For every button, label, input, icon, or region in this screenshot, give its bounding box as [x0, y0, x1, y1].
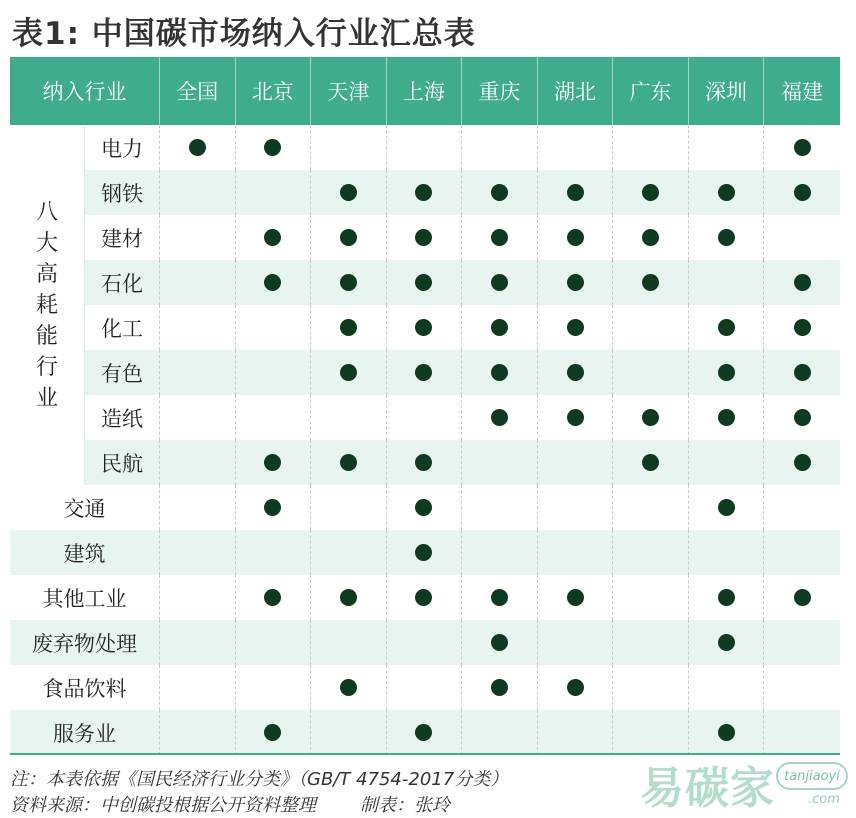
table-cell — [689, 710, 765, 755]
included-dot — [718, 499, 735, 516]
included-dot — [718, 724, 735, 741]
table-cell — [538, 440, 614, 485]
included-dot — [642, 409, 659, 426]
table-cell — [387, 665, 463, 710]
table-cell — [764, 215, 840, 260]
table-cell — [160, 710, 236, 755]
included-dot — [415, 499, 432, 516]
table-cell — [311, 125, 387, 170]
table-cell — [160, 620, 236, 665]
source-text: 资料来源：中创碳投根据公开资料整理 — [10, 795, 316, 816]
included-dot — [718, 409, 735, 426]
included-dot — [264, 724, 281, 741]
table-cell — [387, 125, 463, 170]
included-dot — [794, 319, 811, 336]
included-dot — [340, 679, 357, 696]
included-dot — [567, 319, 584, 336]
row-label: 食品饮料 — [10, 665, 160, 710]
table-cell — [160, 395, 236, 440]
table-cell — [764, 125, 840, 170]
table-cell — [764, 260, 840, 305]
row-label: 钢铁 — [85, 170, 160, 215]
table-cell — [613, 620, 689, 665]
included-dot — [189, 139, 206, 156]
table-cell — [236, 125, 312, 170]
table-cell — [160, 215, 236, 260]
table-cell — [387, 350, 463, 395]
table-cell — [160, 665, 236, 710]
table-cell — [160, 170, 236, 215]
table-cell — [689, 620, 765, 665]
included-dot — [415, 274, 432, 291]
included-dot — [794, 274, 811, 291]
table-cell — [160, 530, 236, 575]
group-label-char: 大 — [35, 230, 58, 256]
table-cell — [613, 260, 689, 305]
table-cell — [538, 485, 614, 530]
header-cell-region: 福建 — [764, 57, 840, 125]
header-cell-region: 重庆 — [462, 57, 538, 125]
table-cell — [160, 485, 236, 530]
included-dot — [340, 589, 357, 606]
table-cell — [689, 125, 765, 170]
included-dot — [415, 589, 432, 606]
source-line — [10, 791, 450, 817]
included-dot — [794, 589, 811, 606]
included-dot — [415, 724, 432, 741]
table-cell — [462, 620, 538, 665]
row-label: 服务业 — [10, 710, 160, 755]
included-dot — [491, 409, 508, 426]
included-dot — [340, 184, 357, 201]
table-cell — [311, 395, 387, 440]
table-cell — [236, 710, 312, 755]
table-cell — [764, 395, 840, 440]
table-cell — [160, 260, 236, 305]
table-cell — [613, 440, 689, 485]
table-cell — [538, 575, 614, 620]
header-cell-region: 北京 — [236, 57, 312, 125]
header-cell-region: 全国 — [160, 57, 236, 125]
industry-table — [10, 57, 840, 753]
table-cell — [387, 215, 463, 260]
included-dot — [794, 409, 811, 426]
table-cell — [387, 395, 463, 440]
group-label-char: 能 — [35, 323, 58, 349]
group-label-char: 行 — [35, 354, 58, 380]
table-cell — [538, 665, 614, 710]
included-dot — [415, 184, 432, 201]
row-label: 造纸 — [85, 395, 160, 440]
included-dot — [264, 454, 281, 471]
included-dot — [415, 364, 432, 381]
included-dot — [340, 364, 357, 381]
included-dot — [794, 184, 811, 201]
table-cell — [689, 485, 765, 530]
table-cell — [613, 215, 689, 260]
group-label-char: 耗 — [35, 292, 58, 318]
table-cell — [311, 710, 387, 755]
included-dot — [264, 274, 281, 291]
table-cell — [764, 440, 840, 485]
table-cell — [311, 575, 387, 620]
included-dot — [340, 274, 357, 291]
included-dot — [642, 454, 659, 471]
table-cell — [462, 215, 538, 260]
included-dot — [491, 229, 508, 246]
row-label: 其他工业 — [10, 575, 160, 620]
included-dot — [567, 679, 584, 696]
table-cell — [462, 440, 538, 485]
included-dot — [491, 184, 508, 201]
table-cell — [764, 620, 840, 665]
table-cell — [538, 125, 614, 170]
included-dot — [415, 454, 432, 471]
table-cell — [613, 530, 689, 575]
included-dot — [567, 274, 584, 291]
group-label — [10, 125, 85, 485]
table-cell — [689, 350, 765, 395]
table-cell — [311, 530, 387, 575]
table-cell — [387, 260, 463, 305]
table-title: 表1: 中国碳市场纳入行业汇总表 — [12, 16, 476, 52]
table-cell — [538, 395, 614, 440]
table-cell — [462, 665, 538, 710]
table-cell — [311, 440, 387, 485]
row-label: 电力 — [85, 125, 160, 170]
table-cell — [689, 170, 765, 215]
table-cell — [538, 620, 614, 665]
included-dot — [415, 544, 432, 561]
included-dot — [264, 229, 281, 246]
table-cell — [613, 665, 689, 710]
table-cell — [160, 125, 236, 170]
row-label: 建筑 — [10, 530, 160, 575]
header-cell-region: 深圳 — [689, 57, 765, 125]
included-dot — [718, 634, 735, 651]
table-cell — [236, 260, 312, 305]
watermark-domain: .com — [808, 792, 840, 807]
table-cell — [538, 305, 614, 350]
table-cell — [613, 710, 689, 755]
included-dot — [491, 679, 508, 696]
row-label: 石化 — [85, 260, 160, 305]
table-cell — [387, 485, 463, 530]
table-cell — [387, 710, 463, 755]
table-cell — [236, 620, 312, 665]
included-dot — [340, 454, 357, 471]
row-label: 有色 — [85, 350, 160, 395]
table-cell — [236, 170, 312, 215]
table-cell — [538, 530, 614, 575]
included-dot — [718, 589, 735, 606]
table-cell — [764, 710, 840, 755]
included-dot — [642, 274, 659, 291]
included-dot — [415, 229, 432, 246]
table-cell — [236, 665, 312, 710]
table-cell — [236, 305, 312, 350]
table-cell — [538, 170, 614, 215]
header-cell-region: 湖北 — [538, 57, 614, 125]
included-dot — [567, 184, 584, 201]
included-dot — [491, 319, 508, 336]
table-cell — [538, 260, 614, 305]
included-dot — [567, 364, 584, 381]
table-cell — [764, 305, 840, 350]
header-cell-region: 天津 — [311, 57, 387, 125]
watermark-text: 易碳家 — [640, 763, 775, 814]
table-cell — [160, 575, 236, 620]
note-line: 注：本表依据《国民经济行业分类》（GB/T 4754-2017分类） — [10, 769, 509, 790]
included-dot — [415, 319, 432, 336]
row-label: 交通 — [10, 485, 160, 530]
table-cell — [387, 440, 463, 485]
included-dot — [264, 589, 281, 606]
table-cell — [311, 485, 387, 530]
table-cell — [538, 350, 614, 395]
table-cell — [387, 530, 463, 575]
table-cell — [160, 305, 236, 350]
table-cell — [462, 530, 538, 575]
row-label: 化工 — [85, 305, 160, 350]
table-cell — [538, 710, 614, 755]
table-cell — [236, 350, 312, 395]
table-cell — [462, 260, 538, 305]
table-cell — [160, 440, 236, 485]
table-cell — [689, 260, 765, 305]
table-cell — [689, 215, 765, 260]
table-cell — [613, 350, 689, 395]
included-dot — [491, 274, 508, 291]
included-dot — [567, 409, 584, 426]
table-cell — [462, 170, 538, 215]
included-dot — [718, 229, 735, 246]
included-dot — [794, 454, 811, 471]
table-cell — [311, 215, 387, 260]
row-label: 建材 — [85, 215, 160, 260]
header-cell-region: 广东 — [613, 57, 689, 125]
table-cell — [538, 215, 614, 260]
table-cell — [613, 125, 689, 170]
included-dot — [491, 364, 508, 381]
row-label: 废弃物处理 — [10, 620, 160, 665]
included-dot — [718, 364, 735, 381]
table-cell — [462, 305, 538, 350]
table-cell — [387, 305, 463, 350]
table-cell — [689, 665, 765, 710]
included-dot — [264, 139, 281, 156]
table-cell — [311, 305, 387, 350]
table-cell — [613, 395, 689, 440]
table-cell — [764, 350, 840, 395]
included-dot — [491, 589, 508, 606]
included-dot — [794, 139, 811, 156]
table-cell — [311, 665, 387, 710]
group-label-char: 高 — [35, 261, 58, 287]
table-cell — [311, 620, 387, 665]
table-cell — [613, 575, 689, 620]
table-cell — [311, 170, 387, 215]
table-cell — [462, 575, 538, 620]
table-cell — [764, 665, 840, 710]
table-cell — [387, 620, 463, 665]
header-cell-region: 上海 — [387, 57, 463, 125]
table-cell — [613, 170, 689, 215]
table-cell — [764, 575, 840, 620]
included-dot — [340, 319, 357, 336]
included-dot — [567, 589, 584, 606]
table-cell — [311, 350, 387, 395]
included-dot — [718, 184, 735, 201]
table-cell — [689, 440, 765, 485]
table-cell — [160, 350, 236, 395]
included-dot — [491, 634, 508, 651]
included-dot — [264, 499, 281, 516]
table-cell — [236, 575, 312, 620]
table-cell — [387, 575, 463, 620]
table-cell — [311, 260, 387, 305]
included-dot — [567, 229, 584, 246]
table-cell — [236, 530, 312, 575]
included-dot — [794, 364, 811, 381]
group-label-char: 八 — [35, 199, 58, 225]
table-cell — [689, 575, 765, 620]
table-cell — [462, 125, 538, 170]
watermark-badge: tanjiaoyi — [776, 762, 848, 790]
table-cell — [462, 710, 538, 755]
group-label-char: 业 — [35, 385, 58, 411]
table-cell — [462, 485, 538, 530]
maker-text: 制表：张玲 — [360, 795, 450, 816]
included-dot — [718, 319, 735, 336]
table-cell — [462, 350, 538, 395]
table-cell — [387, 170, 463, 215]
watermark-logo — [640, 752, 850, 814]
included-dot — [642, 184, 659, 201]
table-cell — [764, 485, 840, 530]
table-cell — [689, 530, 765, 575]
table-cell — [613, 305, 689, 350]
header-cell-industry: 纳入行业 — [10, 57, 160, 125]
table-cell — [764, 170, 840, 215]
table-cell — [689, 395, 765, 440]
table-cell — [462, 395, 538, 440]
table-cell — [236, 215, 312, 260]
table-cell — [613, 485, 689, 530]
included-dot — [340, 229, 357, 246]
table-cell — [689, 305, 765, 350]
table-cell — [236, 440, 312, 485]
table-cell — [236, 395, 312, 440]
table-cell — [236, 485, 312, 530]
row-label: 民航 — [85, 440, 160, 485]
included-dot — [642, 229, 659, 246]
table-cell — [764, 530, 840, 575]
